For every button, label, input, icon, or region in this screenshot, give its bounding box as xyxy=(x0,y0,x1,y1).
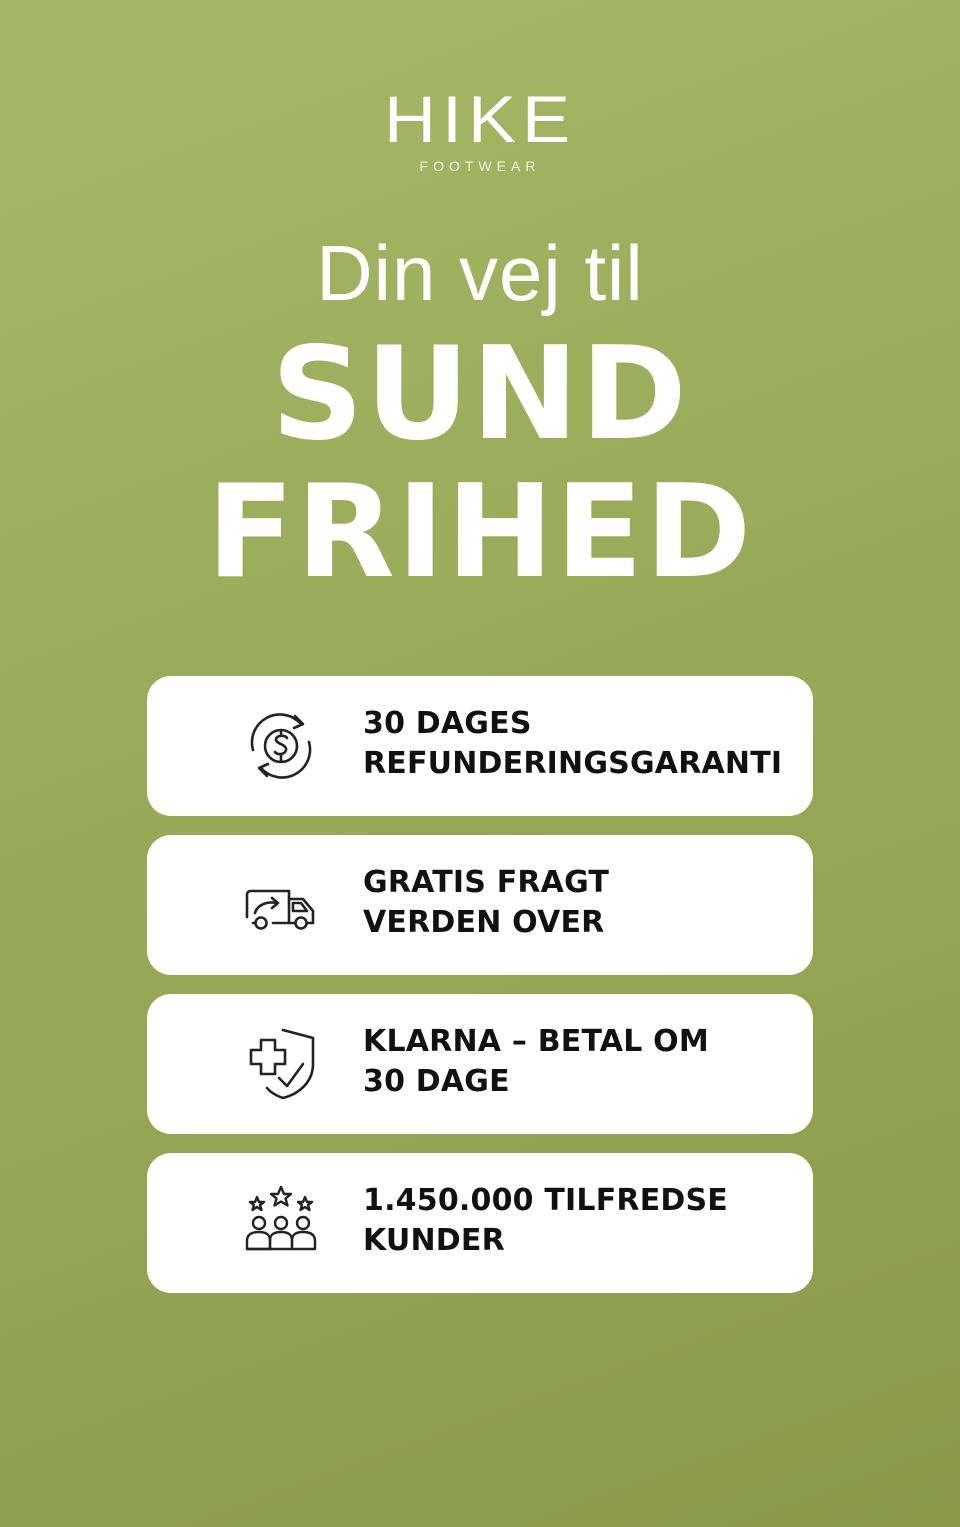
feature-line-2: VERDEN OVER xyxy=(363,905,605,940)
headline-line-2: FRIHED xyxy=(206,458,754,607)
brand-subtitle: FOOTWEAR xyxy=(419,158,541,174)
headline-intro: Din vej til xyxy=(316,229,644,317)
feature-line-2: KUNDER xyxy=(363,1223,505,1258)
satisfied-customers-icon xyxy=(239,1183,323,1263)
feature-line-2: 30 DAGE xyxy=(363,1064,510,1099)
feature-line-1: 30 DAGES xyxy=(363,706,532,741)
feature-text xyxy=(363,1181,803,1261)
feature-card-klarna xyxy=(147,994,813,1134)
feature-card-shipping xyxy=(147,835,813,975)
brand-name: HIKE xyxy=(383,83,577,157)
feature-line-2: REFUNDERINGSGARANTI xyxy=(363,746,783,781)
shield-check-icon xyxy=(239,1024,323,1104)
brand-logo xyxy=(0,84,960,174)
refund-dollar-icon xyxy=(239,706,323,786)
headline-line-1: SUND xyxy=(271,320,689,469)
delivery-truck-icon xyxy=(239,865,323,945)
feature-line-1: KLARNA – BETAL OM xyxy=(363,1024,709,1059)
feature-line-1: GRATIS FRAGT xyxy=(363,865,610,900)
feature-text xyxy=(363,704,803,784)
feature-card-refund xyxy=(147,676,813,816)
feature-line-1: 1.450.000 TILFREDSE xyxy=(363,1183,728,1218)
feature-card-customers xyxy=(147,1153,813,1293)
feature-text xyxy=(363,863,803,943)
feature-text xyxy=(363,1022,803,1102)
